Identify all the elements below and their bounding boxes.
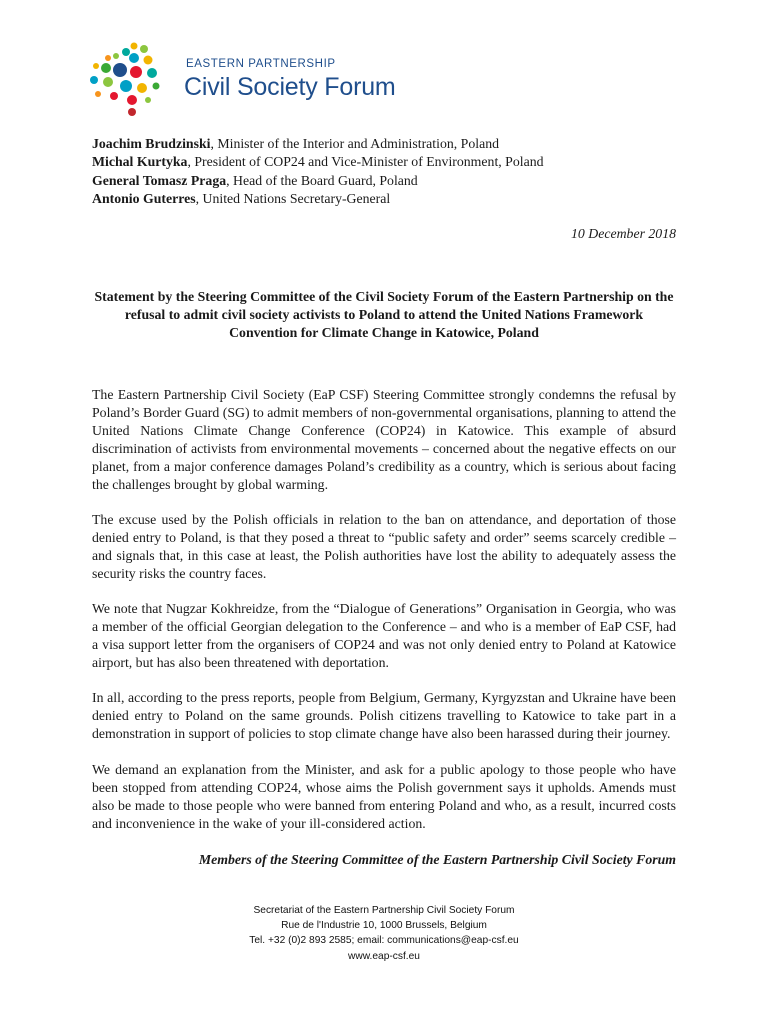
- recipient-name: Antonio Guterres: [92, 190, 196, 206]
- footer-line: Secretariat of the Eastern Partnership Civil Society Forum: [253, 905, 515, 916]
- footer-website: www.eap-csf.eu: [348, 950, 420, 962]
- recipient-name: General Tomasz Praga: [92, 172, 227, 188]
- recipient-role: , Minister of the Interior and Administration, Poland: [210, 136, 499, 151]
- footer-contact: Tel. +32 (0)2 893 2585; email: communications@eap-csf.eu: [249, 935, 519, 947]
- recipient-name: Michal Kurtyka: [92, 154, 188, 170]
- footer: [0, 903, 768, 964]
- logo-title-large: Civil Society Forum: [184, 73, 396, 101]
- body-paragraph: The Eastern Partnership Civil Society (EaP CSF) Steering Committee strongly condemns the refusal by Poland’s Border Guard (SG) to admit members of non-governmental organisations, planning to attend the United Nations Climate Change Conference (COP24) in Katowice. This example of absurd discrimination of activists from environmental movements – concerned about the negative effects on our planet, from a major conference damages Poland’s credibility as a country, which is serious about facing the challenges brought by global warming.: [92, 387, 676, 492]
- recipient-line: [92, 190, 544, 208]
- statement-title: Statement by the Steering Committee of the Civil Society Forum of the Eastern Partnership on the refusal to admit civil society activists to Poland to attend the United Nations Framework Convention for Climate Change in Katowice, Poland: [94, 289, 674, 340]
- body-paragraph: The excuse used by the Polish officials in relation to the ban on attendance, and deportation of those denied entry to Poland, is that they posed a threat to “public safety and order” seems scarcely credible – and signals that, in this case at least, the Polish authorities have lost the ability to adequately assess the security risks the country faces.: [92, 512, 676, 581]
- recipient-role: , United Nations Secretary-General: [195, 190, 391, 206]
- logo-title-small: EASTERN PARTNERSHIP: [186, 58, 336, 70]
- organisation-logo: [86, 40, 416, 120]
- letter-date: 10 December 2018: [571, 226, 676, 241]
- footer-address: Rue de l'Industrie 10, 1000 Brussels, Belgium: [281, 920, 487, 932]
- recipient-list: [92, 135, 544, 208]
- recipient-line: [92, 135, 544, 153]
- recipient-line: [92, 172, 544, 190]
- body-paragraph: We note that Nugzar Kokhreidze, from the “Dialogue of Generations” Organisation in Georgia, who was a member of the official Georgian delegation to the Conference – and who is a member of EaP CSF, had a visa support letter from the organisers of COP24 and was not only denied entry to Poland at Katowice airport, but has also been threatened with deportation.: [92, 601, 676, 670]
- logo-dots-icon: [86, 40, 176, 120]
- recipient-name: Joachim Brudzinski: [92, 136, 211, 151]
- signature-line: Members of the Steering Committee of the Eastern Partnership Civil Society Forum: [198, 852, 676, 867]
- recipient-line: [92, 153, 544, 171]
- statement-body: [92, 386, 676, 850]
- body-paragraph: In all, according to the press reports, people from Belgium, Germany, Kyrgyzstan and Ukraine have been denied entry to Poland on the same grounds. Polish citizens travelling to Katowice to take part in a demonstration in support of policies to stop climate change have also been harassed during their journey.: [92, 690, 676, 742]
- recipient-role: , Head of the Board Guard, Poland: [226, 172, 418, 188]
- body-paragraph: We demand an explanation from the Minister, and ask for a public apology to those people who have been stopped from attending COP24, whose aims the Polish government says it upholds. Amends must also be made to those people who were banned from entering Poland and who, as a result, incurred costs and inconvenience in the wake of your ill-considered action.: [92, 761, 676, 831]
- recipient-role: , President of COP24 and Vice-Minister of Environment, Poland: [187, 154, 544, 170]
